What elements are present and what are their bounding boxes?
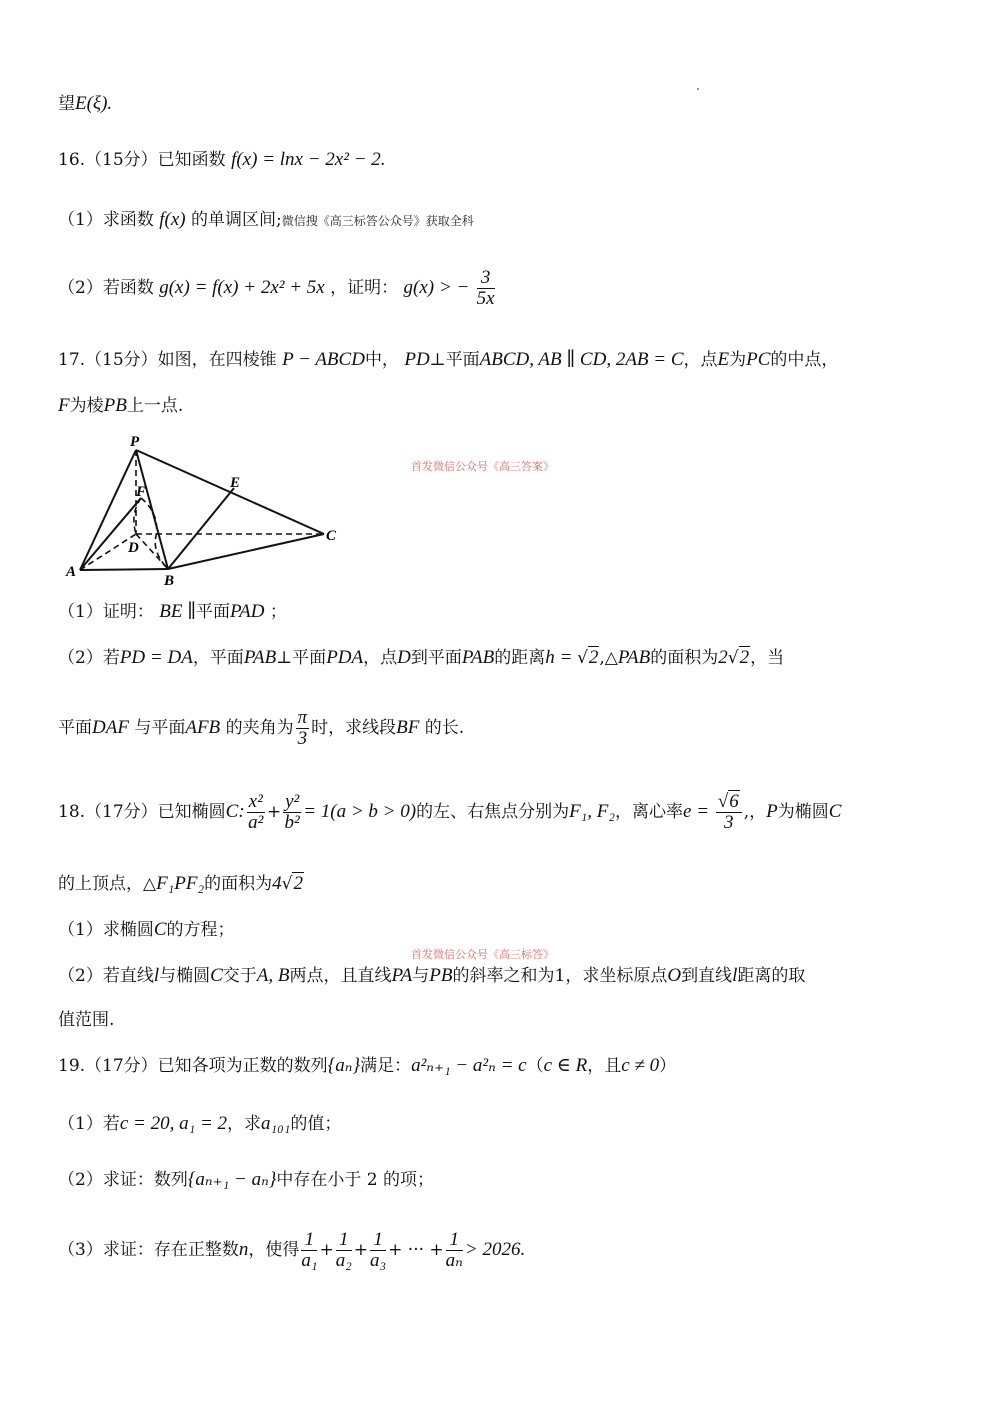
curve-FB	[141, 498, 168, 569]
denominator: a₂	[335, 1250, 352, 1271]
math: C	[210, 965, 223, 986]
text: （2）求证：数列	[58, 1170, 188, 1190]
math: c ≠ 0	[621, 1055, 660, 1076]
math: P	[766, 801, 778, 822]
text: ⊥平面	[429, 350, 480, 370]
denominator: b²	[284, 812, 300, 833]
text: ，点	[683, 350, 718, 370]
fraction	[296, 708, 310, 749]
text: 中，	[364, 350, 399, 370]
q19-part2	[58, 1168, 434, 1192]
math: PAB	[461, 647, 495, 668]
math: {aₙ}	[327, 1055, 361, 1076]
text: 的面积为	[204, 874, 273, 894]
text: 时，求线段	[311, 718, 397, 738]
math: > 2026.	[464, 1239, 526, 1260]
q18-part1	[58, 918, 235, 942]
label-P: P	[130, 434, 140, 450]
q17-stem	[58, 348, 838, 372]
fraction	[336, 1230, 352, 1271]
denominator: aₙ	[445, 1250, 463, 1271]
label-F: F	[136, 484, 147, 500]
text: 到直线	[681, 966, 733, 986]
math: C	[828, 801, 842, 822]
numerator: √6	[716, 792, 742, 813]
math: l	[153, 965, 160, 986]
text: （3）求证：存在正整数	[58, 1240, 239, 1260]
math: D	[397, 647, 411, 668]
text: 平面	[58, 718, 92, 738]
text: 的距离	[494, 648, 546, 668]
math: PD	[404, 349, 430, 370]
text: +	[266, 802, 282, 822]
text: 望	[58, 94, 75, 114]
text: 中存在小于 2 的项；	[276, 1170, 435, 1190]
text: 16.（15分）已知函数	[58, 150, 226, 170]
fraction	[446, 1230, 463, 1271]
math: 4	[272, 873, 282, 894]
text: ⊥平面	[276, 648, 327, 668]
q16-stem	[58, 148, 386, 172]
fraction	[283, 792, 301, 833]
watermark-1: 首发微信公众号《高三答案》	[411, 460, 554, 473]
math: A, B	[256, 965, 290, 986]
fraction	[716, 792, 742, 833]
text: ，点	[363, 648, 398, 668]
math: E	[717, 349, 730, 370]
radicand: 6	[729, 791, 739, 812]
math: P − ABCD	[282, 349, 365, 370]
math: BE ∥	[159, 601, 196, 622]
text: 的左、右焦点分别为	[416, 802, 570, 822]
math: C:	[225, 801, 245, 822]
text: （1）求函数	[58, 210, 154, 230]
math: e =	[683, 801, 714, 822]
text: （2）若函数	[58, 278, 154, 298]
text: ，证明：	[330, 278, 399, 298]
text: 19.（17分）已知各项为正数的数列	[58, 1056, 328, 1076]
denominator: 3	[297, 728, 308, 749]
text: 的夹角为	[225, 718, 294, 738]
q18-part2-cont	[58, 1008, 114, 1032]
numerator: 1	[446, 1230, 463, 1251]
text: 为棱	[69, 396, 104, 416]
text: 的单调区间;	[191, 210, 282, 230]
edge-AB	[80, 569, 168, 570]
text: 为椭圆	[777, 802, 829, 822]
denominator: a²	[248, 812, 264, 833]
radicand: 2	[293, 873, 303, 894]
numerator: 1	[301, 1230, 317, 1251]
text: + ··· +	[388, 1240, 444, 1260]
text: ，当	[750, 648, 785, 668]
expectation-line	[58, 92, 112, 116]
text: 18.（17分）已知椭圆	[58, 802, 226, 822]
text: 17.（15分）如图，在四棱锥	[58, 350, 277, 370]
math: a²ₙ₊₁ − a²ₙ = c	[411, 1055, 527, 1076]
text: ，离心率	[615, 802, 684, 822]
text: ，平面	[192, 648, 244, 668]
numerator: π	[297, 707, 308, 728]
math: F	[58, 395, 70, 416]
numerator: y²	[285, 791, 300, 812]
text: （1）求椭圆	[58, 920, 154, 940]
math: F₁, F₂	[569, 801, 616, 822]
math: PB	[103, 395, 127, 416]
math: DAF	[92, 717, 129, 738]
text: 的中点，	[770, 350, 839, 370]
math: PAB	[617, 647, 651, 668]
watermark-2: 首发微信公众号《高三标答》	[411, 948, 554, 961]
q16-part1	[58, 208, 474, 233]
fraction	[247, 792, 265, 833]
text: 上一点.	[126, 396, 184, 416]
fraction	[370, 1230, 386, 1271]
q17-part1	[58, 600, 287, 624]
text: （2）若	[58, 648, 120, 668]
denominator: 5x	[476, 288, 495, 309]
text: ,△	[599, 648, 618, 668]
text: 的长.	[424, 718, 465, 738]
text: （	[526, 1056, 544, 1076]
math: h =	[545, 647, 578, 668]
segment-AF	[80, 498, 141, 570]
text: （1）证明：	[58, 602, 154, 622]
radicand: 2	[588, 647, 599, 668]
math: c ∈ R	[543, 1055, 588, 1076]
label-D: D	[128, 540, 139, 556]
text: ）	[659, 1056, 677, 1076]
text: 满足：	[360, 1056, 412, 1076]
label-E: E	[230, 475, 241, 491]
denominator: 3	[724, 812, 734, 833]
q18-part2	[58, 964, 805, 988]
denominator: a₁	[301, 1250, 318, 1271]
q17-part2-cont	[58, 706, 464, 750]
numerator: 3	[477, 268, 495, 289]
math: = 1(a > b > 0)	[303, 801, 417, 822]
text: （2）若直线	[58, 966, 154, 986]
text: ，求	[227, 1114, 262, 1134]
q19-part3: （3）求证：存在正整数n，使得 $\frac{1}{\text{a₁}}$ + $\frac{1}{\text{a₂}}$ + $\frac{1}{\text{a₃}}$ + ··· + $\frac{1}{\text{aₙ}}$ > 2026.	[58, 1229, 526, 1271]
math: E(ξ).	[75, 93, 113, 114]
denominator: a₃	[370, 1250, 387, 1271]
text: ，使得	[248, 1240, 300, 1260]
math: g(x) > −	[403, 277, 470, 298]
label-C: C	[326, 528, 337, 544]
numerator: 1	[370, 1230, 386, 1251]
text: 的方程；	[166, 920, 235, 940]
text: 两点，且直线	[289, 966, 392, 986]
math: l	[732, 965, 738, 986]
math: F₁PF₂	[156, 873, 205, 894]
math: PA	[391, 965, 413, 986]
math: PAB	[243, 647, 277, 668]
text: 到平面	[410, 648, 462, 668]
text: 的上顶点，△	[58, 874, 157, 894]
math: a₁₀₁	[261, 1113, 291, 1134]
radicand: 2	[739, 647, 750, 668]
q16-part2	[58, 266, 497, 310]
text: 交于	[222, 966, 257, 986]
math: BF	[396, 717, 420, 738]
text: 距离的取	[737, 966, 806, 986]
math: g(x) = f(x) + 2x² + 5x	[159, 277, 325, 298]
fraction	[301, 1230, 317, 1271]
math: n	[238, 1239, 249, 1260]
text: 的值；	[290, 1114, 342, 1134]
label-A: A	[66, 564, 77, 580]
q19-stem	[58, 1054, 676, 1078]
text: 为	[729, 350, 747, 370]
scan-dot	[697, 88, 699, 90]
math: O	[667, 965, 682, 986]
math: ABCD, AB ∥ CD, 2AB = C	[479, 349, 684, 370]
numerator: 1	[336, 1230, 352, 1251]
math: {aₙ₊₁ − aₙ}	[187, 1169, 277, 1190]
function-expr: f(x) = lnx − 2x² − 2.	[231, 149, 386, 170]
math: 2	[718, 647, 728, 668]
inline-watermark: 微信搜《高三标答公众号》获取全科	[281, 214, 474, 228]
text: ，且	[587, 1056, 622, 1076]
math: PD = DA	[119, 647, 193, 668]
q18-stem	[58, 790, 841, 834]
math: C	[153, 919, 167, 940]
math: c = 20, a₁ = 2	[119, 1113, 228, 1134]
text: 与	[412, 966, 430, 986]
math: PC	[746, 349, 771, 370]
text: ；	[269, 602, 287, 622]
text: 的面积为	[650, 648, 719, 668]
text: 平面	[195, 602, 230, 622]
math: PAD	[229, 601, 265, 622]
text: 的斜率之和为1，求坐标原点	[452, 966, 668, 986]
q19-part1	[58, 1112, 341, 1136]
text: 值范围.	[58, 1010, 115, 1030]
q18-stem-2: 的上顶点，△F₁PF₂的面积为4√2	[58, 873, 303, 894]
text: ,，	[743, 802, 767, 822]
math: AFB	[185, 717, 221, 738]
pyramid-figure	[62, 432, 352, 592]
numerator: x²	[248, 791, 263, 812]
text: 与椭圆	[159, 966, 211, 986]
q17-part2: （2）若PD = DA，平面PAB⊥平面PDA，点D到平面PAB的距离h = √2,△PAB的面积为2√2，当	[58, 647, 785, 668]
q17-stem-2	[58, 394, 183, 418]
math: f(x)	[159, 209, 186, 230]
text: （1）若	[58, 1114, 120, 1134]
fraction	[477, 268, 495, 309]
label-B: B	[164, 573, 175, 589]
math: PDA	[326, 647, 364, 668]
math: PB	[429, 965, 453, 986]
text: 与平面	[134, 718, 186, 738]
